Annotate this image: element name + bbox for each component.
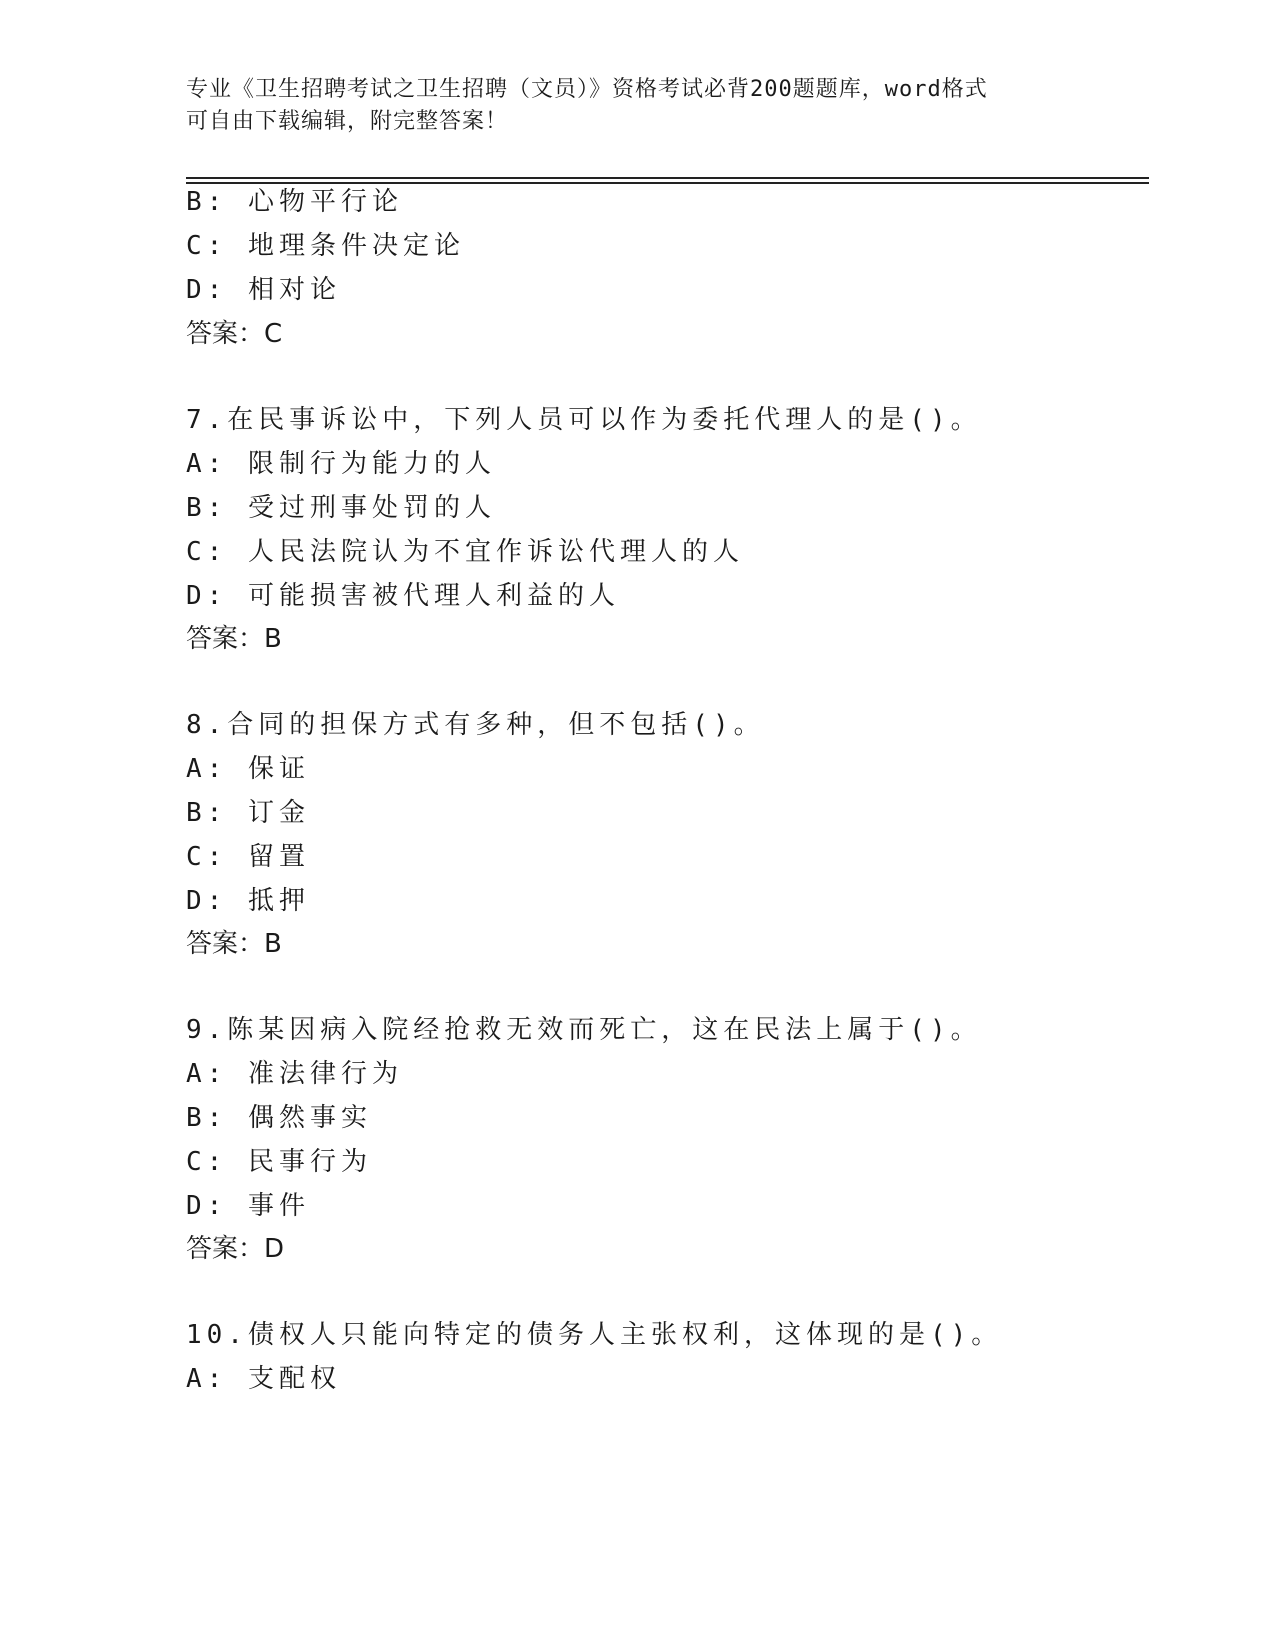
option-d: D: 抵押: [186, 886, 310, 916]
option-c: C: 留置: [186, 842, 310, 872]
option-d: D: 可能损害被代理人利益的人: [186, 581, 620, 611]
option-c: C: 民事行为: [186, 1147, 372, 1177]
answer-line: 答案：B: [186, 929, 282, 959]
option-b: B: 订金: [186, 798, 310, 828]
option-a: A: 准法律行为: [186, 1059, 403, 1089]
header-title-line-2: 可自由下载编辑，附完整答案！: [186, 109, 509, 134]
document-header: [186, 74, 1086, 138]
header-divider-bottom: [186, 182, 1149, 184]
option-d: D: 相对论: [186, 275, 341, 305]
question-text: 10.债权人只能向特定的债务人主张权利，这体现的是()。: [186, 1320, 1003, 1350]
header-divider-top: [186, 177, 1149, 179]
question-text: 9.陈某因病入院经抢救无效而死亡，这在民法上属于()。: [186, 1015, 982, 1045]
option-c: C: 地理条件决定论: [186, 231, 465, 261]
option-b: B: 受过刑事处罚的人: [186, 493, 496, 523]
answer-line: 答案：C: [186, 319, 283, 349]
option-c: C: 人民法院认为不宜作诉讼代理人的人: [186, 537, 744, 567]
question-text: 8.合同的担保方式有多种，但不包括()。: [186, 710, 765, 740]
option-a: A: 限制行为能力的人: [186, 449, 496, 479]
answer-line: 答案：D: [186, 1234, 285, 1264]
option-b: B: 偶然事实: [186, 1103, 372, 1133]
option-a: A: 保证: [186, 754, 310, 784]
option-a: A: 支配权: [186, 1364, 341, 1394]
question-text: 7.在民事诉讼中，下列人员可以作为委托代理人的是()。: [186, 405, 982, 435]
option-b: B: 心物平行论: [186, 187, 403, 217]
header-title-line-1: 专业《卫生招聘考试之卫生招聘（文员）》资格考试必背200题题库，word格式: [186, 77, 988, 102]
answer-line: 答案：B: [186, 624, 282, 654]
option-d: D: 事件: [186, 1191, 310, 1221]
